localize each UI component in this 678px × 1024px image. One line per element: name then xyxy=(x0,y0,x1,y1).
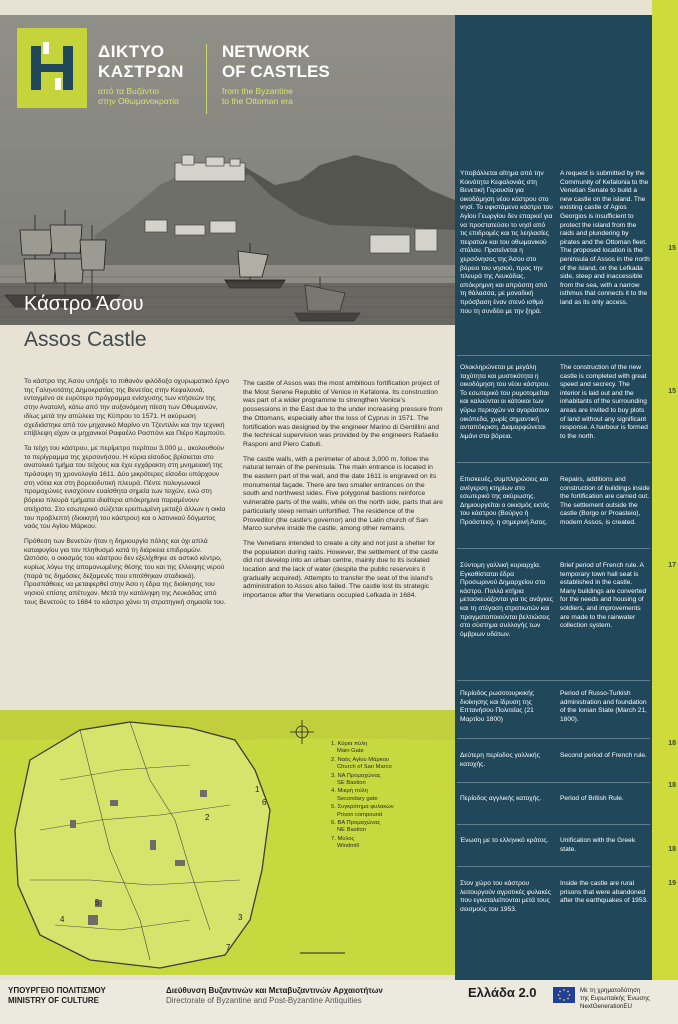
castle-name-english: Assos Castle xyxy=(24,328,147,351)
title-divider xyxy=(206,44,207,114)
timeline-entry-7-greek: Περίοδος αγγλικής κατοχής. xyxy=(460,795,542,802)
timeline-entry-3-greek: Επισκευές, συμπληρώσεις και ανέγερση κτηρίων στο εσωτερικό της ακύρωσης. Δημιουργείται ο οικισμός εκτός του κάστρου (Βούργο ή Προάστειο), η σημερινή Άσος. xyxy=(460,476,550,526)
svg-text:2: 2 xyxy=(205,813,210,822)
svg-text:3: 3 xyxy=(238,913,243,922)
body-gr-paragraph-2: Τα τείχη του κάστρου, με περίμετρο περίπου 3.000 μ., ακολουθούν το περίγραμμα της χερσονήσου. Η κύρια είσοδος βρίσκεται στο ανατολικό τμήμα του τείχους και έχει εγχάρακτη στη μνημειακή της πρόσοψη τη χρονολογία 1611. Δύο μικρότερες είσοδοι υπάρχουν στη νότια και στη βορειοδυτική πλευρά. Πέντε πολυγωνικοί προμαχώνες ενισχύουν ευαίσθητα σημεία των τειχών, ενώ στη βόρεια πλευρά τμήματα ιδιαίτερα απόκρημνα παραμένουν ατείχιστα. Στο εσωτερικό σώζεται ερειπωμένη μεταξύ άλλων η οικία του προβλεπτή (διοικητή του κάστρου) και ο λατινικού δόγματος ναός του Αγίου Μάρκου. xyxy=(24,444,226,531)
svg-text:6: 6 xyxy=(262,798,267,807)
network-title-english xyxy=(222,42,330,82)
castle-name-greek: Κάστρο Άσου xyxy=(24,293,144,315)
timeline-entry-9-english: Inside the castle are rural prisons that were abandoned after the earthquakes of 1953. xyxy=(560,880,648,905)
title-en-line-2: OF CASTLES xyxy=(222,62,330,81)
directorate-name xyxy=(166,986,383,1006)
directorate-greek: Διεύθυνση Βυζαντινών και Μεταβυζαντινών Αρχαιοτήτων xyxy=(166,986,383,995)
timeline-entry-2-english: The construction of the new castle is completed with great speed and secrecy. The interior is laid out and the inhabitants of the surrounding areas are invited to buy plots of land without any significant response. A harbour is formed to the north. xyxy=(560,364,648,440)
timeline-entry-1-english: A request is submitted by the Community of Kefalonia to the Venetian Senate to build a new castle on the island. The existing castle of Agios Georgios is insufficient to protect the island from the raids and plundering by pirates and the Ottoman fleet. The proposed location is the peninsula of Assos in the north of the island, on the Lefkada side, steep and inaccessible from the sea, with a narrow isthmus that connects it to the land as its only access. xyxy=(560,170,650,306)
network-subtitle-english xyxy=(222,86,293,106)
svg-text:1: 1 xyxy=(255,785,260,794)
year-label: 17 xyxy=(668,562,676,569)
legend-item: 2. Ναός Αγίου Μάρκου Church of San Marco xyxy=(331,756,392,771)
title-en-line-1: NETWORK xyxy=(222,42,310,61)
timeline-entry-6-english: Second period of French rule. xyxy=(560,752,647,759)
eu-funding-text xyxy=(580,987,650,1011)
timeline-divider xyxy=(457,548,650,549)
timeline-entry-7-english: Period of British Rule. xyxy=(560,795,624,802)
legend-item: 5. Συγκρότημα φυλακών Prison compound xyxy=(331,804,394,818)
svg-text:5: 5 xyxy=(95,898,100,907)
year-label: 18 xyxy=(668,740,676,747)
body-gr-paragraph-3: Πρόθεση των Βενετών ήταν η δημιουργία πόλης και όχι απλά καταφυγίου για τον πληθυσμό κατά τη διάρκεια επιδρομών. Ωστόσο, ο οικισμός του κάστρου δεν εξελίχθηκε σε αστικό κέντρο, κυρίως λόγω της απομονωμένης θέσης του και της έλλειψης νερού (παρά τις δημόσιες δεξαμενές που επιτέθηκαν σταδιακά). Προσπάθειες να μεταφερθεί στην Άσο η έδρα της διοίκησης του νησιού επίσης απέτυχαν. Μετά την κατάληψη της Λευκάδας από τους Βενετούς το 1684 το κάστρο χάνει τη στρατηγική σημασία του. xyxy=(24,537,226,606)
legend-item: 3. ΝΑ Προμαχώνας SE Bastion xyxy=(331,772,381,787)
subtitle-gr-line-1: από τα Βυζάντιο xyxy=(98,86,160,96)
subtitle-en-line-2: to the Ottoman era xyxy=(222,96,293,106)
body-en-paragraph-3: The Venetians intended to create a city and not just a shelter for the population during raids. However, the settlement of the castle did not develop into an urban centre, mainly due to its isolated location and the lack of water (despite the public reservoirs it gradually acquired). Attempts to transfer the seat of the island's administration to Assos also failed. The castle lost its strategic importance after the Venetians occupied Lefkada in 1684. xyxy=(243,539,439,600)
eu-funding-line-2: της Ευρωπαϊκής Ένωσης xyxy=(580,995,650,1002)
legend-item: 7. Μύλος Windmill xyxy=(331,835,359,850)
body-en-paragraph-2: The castle walls, with a perimeter of about 3,000 m, follow the natural terrain of the peninsula. The main entrance is located in the eastern part of the wall, and the date 1611 is engraved on its monumental façade. There are two smaller entrances on the south and northwest sides. Five polygonal bastions reinforce vulnerable parts of the walls, while on the north side, parts that are particularly steep remain unfortified. The residence of the Proveditor (the castle's governor) and the Latin church of San Marco survive inside the castle, among other remains. xyxy=(243,455,443,533)
body-text-greek xyxy=(24,378,229,614)
eu-funding-line-1: Με τη χρηματοδότηση xyxy=(580,987,641,994)
timeline-divider xyxy=(457,680,650,681)
svg-text:4: 4 xyxy=(60,915,65,924)
program-logo: Ελλάδα 2.0 xyxy=(468,985,537,1000)
eu-funding-line-3: NextGenerationEU xyxy=(580,1003,632,1010)
timeline-divider xyxy=(457,738,650,739)
year-label: 15 xyxy=(668,245,676,252)
network-subtitle-greek xyxy=(98,86,179,106)
timeline-entry-9-greek: Στον χώρο του κάστρου λειτουργούν αγροτικές φυλακές που εγκαταλείπονται μετά τους σεισμούς του 1953. xyxy=(460,880,551,913)
ministry-greek: ΥΠΟΥΡΓΕΙΟ ΠΟΛΙΤΙΣΜΟΥ xyxy=(8,986,106,995)
subtitle-gr-line-2: στην Οθωμανοκρατία xyxy=(98,96,179,106)
timeline-entry-2-greek: Ολοκληρώνεται με μεγάλη ταχύτητα και μυστικότητα η οικοδόμηση του νέου κάστρου. Το εσωτερικό του ρυμοτομείται και καλούνται οι κάτοικοι των γύρω περιοχών να αγοράσουν οικόπεδα, χωρίς σημαντική ανταπόκριση. Διαμορφώνεται λιμάνι στα βόρεια. xyxy=(460,364,550,440)
title-gr-line-2: ΚΑΣΤΡΩΝ xyxy=(98,62,184,81)
year-label: 18 xyxy=(668,782,676,789)
timeline-divider xyxy=(457,355,650,356)
eu-flag-icon xyxy=(553,987,575,1003)
timeline-divider xyxy=(457,824,650,825)
timeline-entry-4-english: Brief period of French rule. A temporary town hall seat is established in the castle. Many buildings are converted for the needs and housing of soldiers, and improvements are made to the rainwater collection system. xyxy=(560,562,647,630)
map-legend xyxy=(331,741,441,852)
legend-item: 6. ΒΑ Προμαχώνας NE Bastion xyxy=(331,820,381,834)
timeline-entry-5-english: Period of Russo-Turkish administration and foundation of the Ionian State (March 21, 1800). xyxy=(560,690,647,723)
timeline-divider xyxy=(457,462,650,463)
timeline-divider xyxy=(457,866,650,867)
timeline-entry-4-greek: Σύντομη γαλλική κυριαρχία. Εγκαθίσταται έδρα Προσωρινού Δημαρχείου στο κάστρο. Πολλά κτήρια μετασκευάζονται για τις ανάγκες και τη στέγαση στρατιωτών και πραγματοποιούνται βελτιώσεις στο σύστημα συλλογής των όμβριων υδάτων. xyxy=(460,562,553,638)
timeline-year-strip xyxy=(652,0,678,980)
svg-text:7: 7 xyxy=(226,943,231,952)
year-label: 15 xyxy=(668,388,676,395)
body-text-english xyxy=(243,380,443,607)
timeline-entry-8-english: Unification with the Greek state. xyxy=(560,837,636,853)
directorate-english: Directorate of Byzantine and Post-Byzantine Antiquities xyxy=(166,996,362,1005)
body-en-paragraph-1: The castle of Assos was the most ambitious fortification project of the Most Serene Republic of Venice in Kefalonia. Its construction was part of a wider programme to strengthen Venice's possessions in the East due to the under increasing pressure from the Ottomans, especially after the loss of Cyprus in 1571. The fortification was designed by the engineer Marino di Gentillini and the technical supervision was provided by the engineers Rafaello Rasponi and Piero Cabuti. xyxy=(243,380,443,448)
timeline-divider xyxy=(457,782,650,783)
year-label: 18 xyxy=(668,846,676,853)
timeline-entry-6-greek: Δεύτερη περίοδος γαλλικής κατοχής. xyxy=(460,752,540,768)
legend-item: 4. Μικρή πύλη Secondary gate xyxy=(331,788,378,802)
timeline-entry-8-greek: Ένωση με το ελληνικό κράτος. xyxy=(460,837,549,844)
title-gr-line-1: ΔΙΚΤΥΟ xyxy=(98,42,165,61)
network-logo xyxy=(17,28,87,108)
network-title-greek xyxy=(98,42,184,82)
ministry-english: MINISTRY OF CULTURE xyxy=(8,996,99,1005)
body-gr-paragraph-1: Το κάστρο της Άσου υπήρξε το πιθανόν φιλόδοξο οχυρωματικό έργο της Γαληνοτάτης Δημοκρατίας της Βενετίας στην Κεφαλονιά, ενταγμένο σε ευρύτερο πρόγραμμα ενίσχυσης των κτήσεών της στην Ανατολή, κάτω από την αυξανόμενη πίεση των Οθωμανών, ιδίως μετά την απώλεια της Κύπρου το 1571. Η ακύρωση σχεδιάστηκε από τον μηχανικό Μαρίνο ντι Τζεντιλίνι και την τεχνική επίβλεψη είχαν οι μηχανικοί Ραφαέλο Ρασπόνι και Πιέρο Καμπούτι. xyxy=(24,378,229,438)
timeline-entry-3-english: Repairs, additions and construction of buildings inside the fortification are carried out. The settlement outside the castle (Borgo or Proasteio), modern Assos, is created. xyxy=(560,476,650,526)
timeline-entry-5-greek: Περίοδος ρωσοτουρκικής διοίκησης και ίδρυση της Επτανήσου Πολιτείας (21 Μαρτίου 1800) xyxy=(460,690,534,723)
subtitle-en-line-1: from the Byzantine xyxy=(222,86,293,96)
ministry-name xyxy=(8,986,106,1006)
year-label: 19 xyxy=(668,880,676,887)
timeline-entry-1-greek: Υποβάλλεται αίτημα από την Κοινότητα Κεφαλονιάς στη Βενετική Γερουσία για οικοδόμηση νέου κάστρου στο νησί. Το υφιστάμενο κάστρο του Αγίου Γεωργίου δεν επαρκεί για να προστατεύσει το νησί από τις επιδρομές και τις λεηλασίες πειρατών και του οθωμανικού στόλου. Προτείνεται η χερσόνησος της Άσου στο βόρειο του νησιού, προς την πλευρά της Λευκάδας, απόκρημνη και απρόσιτη από τη θάλασσα, με μοναδική πρόσβαση έναν στενό ισθμό που τη συνδέει με την ξηρά. xyxy=(460,170,553,315)
legend-item: 1. Κύρια πύλη Main Gate xyxy=(331,741,368,755)
castle-logo-icon xyxy=(17,28,87,108)
